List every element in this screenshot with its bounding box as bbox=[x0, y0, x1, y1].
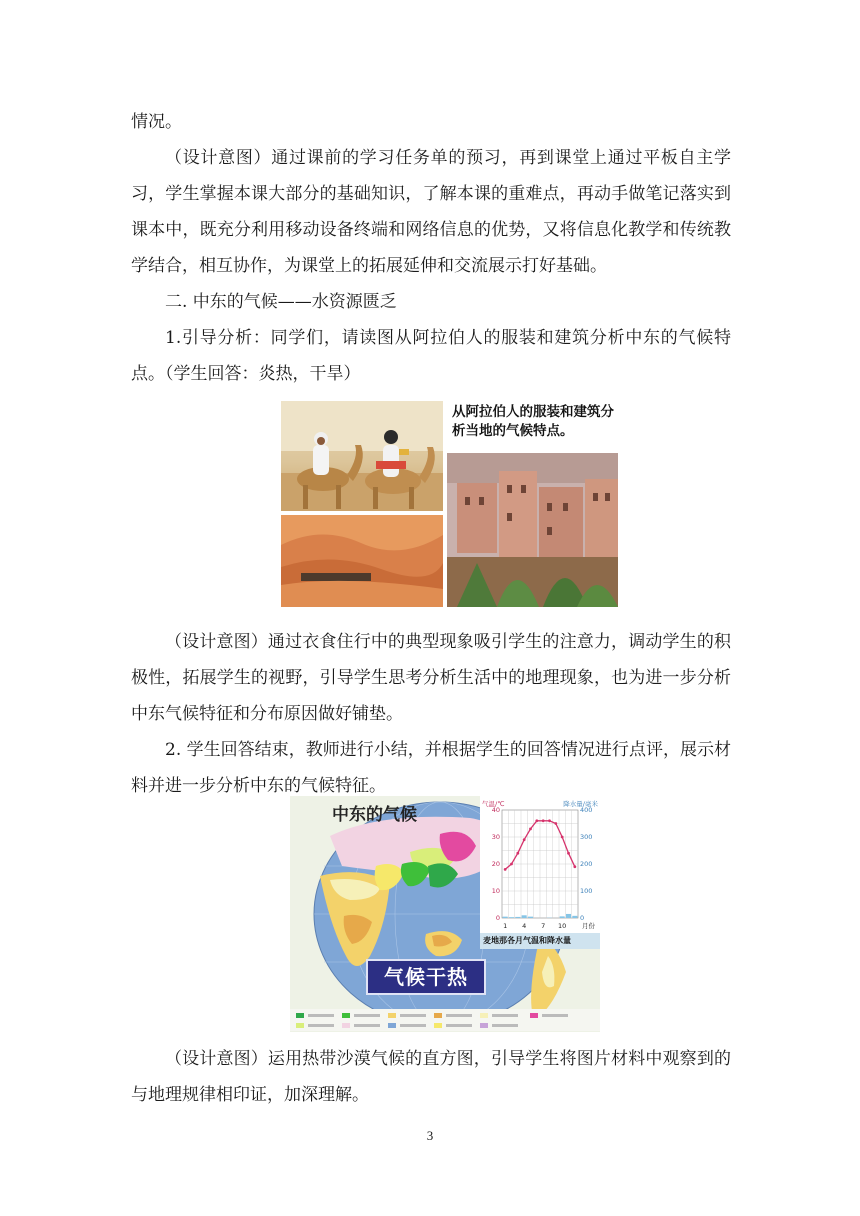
temperature-point bbox=[516, 852, 519, 855]
design-intent-paragraph-2: （设计意图）通过衣食住行中的典型现象吸引学生的注意力，调动学生的积极性，拓展学生的视野，引导学生思考分析生活中的地理现象，也为进一步分析中东气候特征和分布原因做好铺垫。 bbox=[131, 632, 731, 724]
left-tick-label: 0 bbox=[495, 914, 500, 922]
temperature-point bbox=[535, 819, 538, 822]
paragraph-continuation: 情况。 bbox=[131, 112, 182, 132]
temperature-point bbox=[548, 819, 551, 822]
figure1-caption: 从阿拉伯人的服装和建筑分析当地的气候特点。 bbox=[452, 404, 614, 439]
guided-analysis-paragraph: 1.引导分析：同学们，请读图从阿拉伯人的服装和建筑分析中东的气候特点。（学生回答：炎热，干旱） bbox=[131, 328, 731, 384]
map-legend bbox=[290, 1009, 600, 1031]
precipitation-bar bbox=[503, 917, 508, 918]
desert-dunes-photo bbox=[281, 515, 443, 607]
right-tick-label: 300 bbox=[580, 833, 593, 841]
right-tick-label: 200 bbox=[580, 860, 593, 868]
precipitation-bar bbox=[509, 917, 514, 918]
right-tick-label: 0 bbox=[580, 914, 585, 922]
left-tick-label: 10 bbox=[491, 887, 500, 895]
precipitation-bar bbox=[522, 915, 527, 918]
medina-climate-chart bbox=[480, 796, 600, 946]
precipitation-bar bbox=[528, 917, 533, 918]
left-tick-label: 30 bbox=[491, 833, 500, 841]
precipitation-bar bbox=[515, 917, 520, 918]
temperature-point bbox=[510, 863, 513, 866]
section-heading-climate: 二. 中东的气候——水资源匮乏 bbox=[165, 292, 397, 312]
x-tick-label: 1 bbox=[503, 922, 508, 930]
teacher-summary-paragraph: 2. 学生回答结束，教师进行小结，并根据学生的回答情况进行点评，展示材料并进一步分析中东的气候特征。 bbox=[131, 740, 731, 796]
mud-brick-architecture-photo bbox=[447, 453, 618, 607]
design-intent-paragraph-1: （设计意图）通过课前的学习任务单的预习，再到课堂上通过平板自主学习，学生掌握本课大部分的基础知识，了解本课的重难点，再动手做笔记落实到课本中，既充分利用移动设备终端和网络信息的优势，又将信息化教学和传统教学结合，相互协作，为课堂上的拓展延伸和交流展示打好基础。 bbox=[131, 148, 731, 276]
left-axis-label: 气温/℃ bbox=[482, 800, 505, 808]
left-tick-label: 40 bbox=[491, 806, 500, 814]
x-tick-label: 10 bbox=[558, 922, 567, 930]
precipitation-bar bbox=[572, 916, 577, 918]
temperature-point bbox=[529, 828, 532, 831]
temperature-point bbox=[573, 865, 576, 868]
x-tick-label: 4 bbox=[522, 922, 527, 930]
middle-east-climate-figure bbox=[290, 796, 600, 1032]
right-axis-label: 降水量/毫米 bbox=[563, 800, 598, 808]
figure2-title: 中东的气候 bbox=[332, 805, 417, 825]
temperature-point bbox=[567, 852, 570, 855]
camel-riders-photo bbox=[281, 401, 443, 511]
climate-hot-dry-banner: 气候干热 bbox=[366, 959, 486, 995]
month-label: 月份 bbox=[582, 922, 595, 930]
left-tick-label: 20 bbox=[491, 860, 500, 868]
precipitation-bar bbox=[560, 916, 565, 918]
right-tick-label: 100 bbox=[580, 887, 593, 895]
temperature-point bbox=[523, 838, 526, 841]
page-number: 3 bbox=[426, 1128, 434, 1143]
temperature-point bbox=[504, 868, 507, 871]
precipitation-bar bbox=[566, 914, 571, 918]
right-tick-label: 400 bbox=[580, 806, 593, 814]
chart-caption: 麦地那各月气温和降水量 bbox=[480, 933, 600, 949]
x-tick-label: 7 bbox=[541, 922, 546, 930]
temperature-point bbox=[554, 822, 557, 825]
design-intent-paragraph-3: （设计意图）运用热带沙漠气候的直方图，引导学生将图片材料中观察到的与地理规律相印证，加深理解。 bbox=[131, 1049, 731, 1105]
temperature-point bbox=[561, 836, 564, 839]
climate-chart-svg bbox=[480, 796, 600, 946]
arab-clothing-architecture-figure bbox=[281, 401, 618, 607]
temperature-point bbox=[542, 819, 545, 822]
